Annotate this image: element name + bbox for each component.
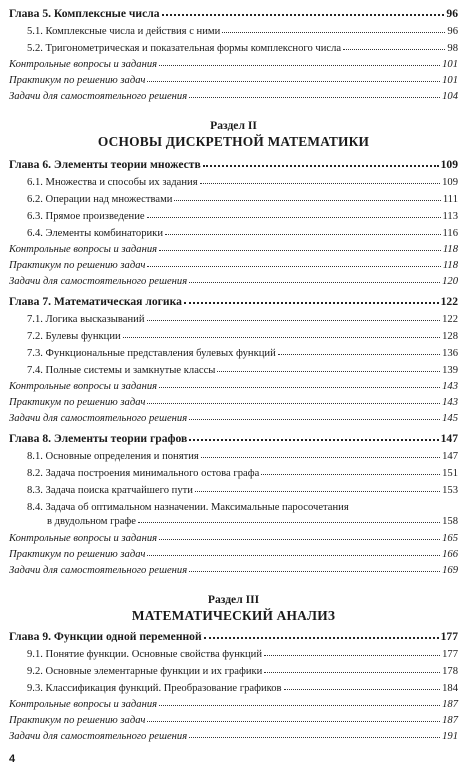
item-title: 8.2. Задача построения минимального остова графа xyxy=(27,468,260,479)
item-title: 7.2. Булевы функции xyxy=(27,331,121,342)
toc-item xyxy=(27,483,458,499)
leader-dots xyxy=(204,636,439,639)
item-title: 9.2. Основные элементарные функции и их графики xyxy=(27,666,263,677)
item-title: Контрольные вопросы и задания xyxy=(9,244,158,255)
chapter-page: 109 xyxy=(440,158,458,171)
toc-item xyxy=(27,363,458,379)
toc-item xyxy=(9,274,458,290)
leader-dots xyxy=(159,538,440,540)
item-page: 166 xyxy=(442,549,458,560)
toc-item xyxy=(27,175,458,191)
toc-item xyxy=(9,531,458,547)
toc-chapter-7 xyxy=(9,294,458,310)
item-title: Практикум по решению задач xyxy=(9,75,146,86)
leader-dots xyxy=(343,48,445,50)
leader-dots xyxy=(222,31,445,33)
item-title: 6.3. Прямое произведение xyxy=(27,211,145,222)
leader-dots xyxy=(200,182,441,184)
item-page: 184 xyxy=(442,683,458,694)
section-label: Раздел II xyxy=(210,119,257,132)
item-page: 120 xyxy=(442,276,458,287)
item-title: 5.1. Комплексные числа и действия с ними xyxy=(27,26,221,37)
section-heading-3 xyxy=(9,592,458,624)
leader-dots xyxy=(278,353,440,355)
leader-dots xyxy=(203,164,439,167)
toc-item xyxy=(9,713,458,729)
item-page: 143 xyxy=(442,381,458,392)
toc-item xyxy=(27,41,458,57)
item-title: 6.1. Множества и способы их задания xyxy=(27,177,198,188)
item-page: 177 xyxy=(442,649,458,660)
chapter-page: 96 xyxy=(446,7,458,20)
chapter-title: Глава 7. Математическая логика xyxy=(9,295,182,308)
toc-item xyxy=(27,24,458,40)
toc-item xyxy=(27,209,458,225)
toc-item xyxy=(27,681,458,697)
toc-chapter-8 xyxy=(9,431,458,447)
leader-dots xyxy=(189,438,438,441)
chapter-page: 122 xyxy=(440,295,458,308)
leader-dots xyxy=(189,418,440,420)
leader-dots xyxy=(147,720,440,722)
toc-item xyxy=(27,346,458,362)
item-title: Задачи для самостоятельного решения xyxy=(9,565,188,576)
item-page: 101 xyxy=(442,59,458,70)
item-page: 111 xyxy=(442,194,458,205)
toc-item xyxy=(9,411,458,427)
toc-item xyxy=(27,329,458,345)
item-title: Контрольные вопросы и задания xyxy=(9,59,158,70)
chapter-title: Глава 8. Элементы теории графов xyxy=(9,432,188,445)
item-title: Задачи для самостоятельного решения xyxy=(9,91,188,102)
leader-dots xyxy=(138,521,440,523)
toc-item xyxy=(9,57,458,73)
item-page: 178 xyxy=(442,666,458,677)
leader-dots xyxy=(264,671,440,673)
toc-item xyxy=(9,729,458,745)
toc-item xyxy=(27,226,458,242)
toc-item xyxy=(9,563,458,579)
item-title: 6.2. Операции над множествами xyxy=(27,194,173,205)
toc-item xyxy=(27,647,458,663)
item-title: Контрольные вопросы и задания xyxy=(9,533,158,544)
item-page: 187 xyxy=(442,699,458,710)
item-page: 158 xyxy=(442,516,458,527)
toc-item xyxy=(27,466,458,482)
item-page: 113 xyxy=(442,211,458,222)
item-title: 5.2. Тригонометрическая и показательная формы комплексного числа xyxy=(27,43,342,54)
item-title: Практикум по решению задач xyxy=(9,549,146,560)
toc-item xyxy=(9,379,458,395)
toc-item xyxy=(27,501,458,529)
toc-chapter-6 xyxy=(9,157,458,173)
item-title: 7.4. Полные системы и замкнутые классы xyxy=(27,365,216,376)
toc-item xyxy=(27,312,458,328)
toc-item xyxy=(9,258,458,274)
toc-item xyxy=(9,242,458,258)
toc-item xyxy=(27,192,458,208)
toc-item xyxy=(9,697,458,713)
leader-dots xyxy=(165,233,441,235)
leader-dots xyxy=(123,336,440,338)
item-page: 136 xyxy=(442,348,458,359)
item-page: 116 xyxy=(442,228,458,239)
item-page: 143 xyxy=(442,397,458,408)
item-page: 101 xyxy=(442,75,458,86)
chapter-title: Глава 9. Функции одной переменной xyxy=(9,630,202,643)
toc-item xyxy=(9,395,458,411)
section-title: ОСНОВЫ ДИСКРЕТНОЙ МАТЕМАТИКИ xyxy=(97,134,370,149)
leader-dots xyxy=(147,319,441,321)
toc-item xyxy=(27,449,458,465)
item-page: 118 xyxy=(442,244,458,255)
item-page: 147 xyxy=(442,451,458,462)
leader-dots xyxy=(195,490,440,492)
item-title: 8.1. Основные определения и понятия xyxy=(27,451,199,462)
item-page: 151 xyxy=(442,468,458,479)
item-title: Задачи для самостоятельного решения xyxy=(9,731,188,742)
leader-dots xyxy=(147,265,440,267)
toc-chapter-5 xyxy=(9,6,458,22)
toc-item xyxy=(9,89,458,105)
item-title: Практикум по решению задач xyxy=(9,397,146,408)
toc-item xyxy=(9,73,458,89)
item-page: 118 xyxy=(442,260,458,271)
chapter-title: Глава 5. Комплексные числа xyxy=(9,7,160,20)
leader-dots xyxy=(189,736,440,738)
item-title: 7.3. Функциональные представления булевых функций xyxy=(27,348,276,359)
item-title: Контрольные вопросы и задания xyxy=(9,381,158,392)
leader-dots xyxy=(159,704,440,706)
item-title: 9.3. Классификация функций. Преобразование графиков xyxy=(27,683,282,694)
leader-dots xyxy=(264,654,440,656)
leader-dots xyxy=(174,199,440,201)
item-title: Контрольные вопросы и задания xyxy=(9,699,158,710)
item-page: 128 xyxy=(442,331,458,342)
item-page: 104 xyxy=(442,91,458,102)
leader-dots xyxy=(189,570,440,572)
item-title: 6.4. Элементы комбинаторики xyxy=(27,228,163,239)
leader-dots xyxy=(147,554,440,556)
leader-dots xyxy=(147,402,440,404)
item-title: 7.1. Логика высказываний xyxy=(27,314,145,325)
item-page: 187 xyxy=(442,715,458,726)
section-title: МАТЕМАТИЧЕСКИЙ АНАЛИЗ xyxy=(131,608,336,623)
item-page: 191 xyxy=(442,731,458,742)
chapter-page: 147 xyxy=(440,432,458,445)
leader-dots xyxy=(201,456,440,458)
leader-dots xyxy=(261,473,440,475)
chapter-page: 177 xyxy=(440,630,458,643)
leader-dots xyxy=(159,249,441,251)
item-page: 98 xyxy=(447,43,458,54)
section-label: Раздел III xyxy=(207,593,260,606)
leader-dots xyxy=(284,688,441,690)
leader-dots xyxy=(159,386,440,388)
leader-dots xyxy=(162,13,445,16)
item-page: 145 xyxy=(442,413,458,424)
item-title: Практикум по решению задач xyxy=(9,715,146,726)
leader-dots xyxy=(147,216,441,218)
item-title: Задачи для самостоятельного решения xyxy=(9,276,188,287)
item-title: 8.3. Задача поиска кратчайшего пути xyxy=(27,485,193,496)
page-number: 4 xyxy=(9,753,16,765)
leader-dots xyxy=(189,96,440,98)
leader-dots xyxy=(184,301,439,304)
item-title: Практикум по решению задач xyxy=(9,260,146,271)
item-page: 139 xyxy=(442,365,458,376)
leader-dots xyxy=(189,281,440,283)
leader-dots xyxy=(217,370,440,372)
item-page: 165 xyxy=(442,533,458,544)
item-page: 96 xyxy=(447,26,458,37)
item-page: 122 xyxy=(442,314,458,325)
chapter-title: Глава 6. Элементы теории множеств xyxy=(9,158,201,171)
toc-item xyxy=(9,547,458,563)
item-title: Задачи для самостоятельного решения xyxy=(9,413,188,424)
item-page: 153 xyxy=(442,485,458,496)
item-title-line1: 8.4. Задача об оптимальном назначении. Максимальные паросочетания xyxy=(27,502,349,513)
item-title: 9.1. Понятие функции. Основные свойства функций xyxy=(27,649,263,660)
toc-chapter-9 xyxy=(9,629,458,645)
item-page: 109 xyxy=(442,177,458,188)
item-title-line2: в двудольном графе xyxy=(47,516,137,527)
leader-dots xyxy=(147,80,440,82)
leader-dots xyxy=(159,64,440,66)
toc-item xyxy=(27,664,458,680)
section-heading-2 xyxy=(9,118,458,150)
item-page: 169 xyxy=(442,565,458,576)
